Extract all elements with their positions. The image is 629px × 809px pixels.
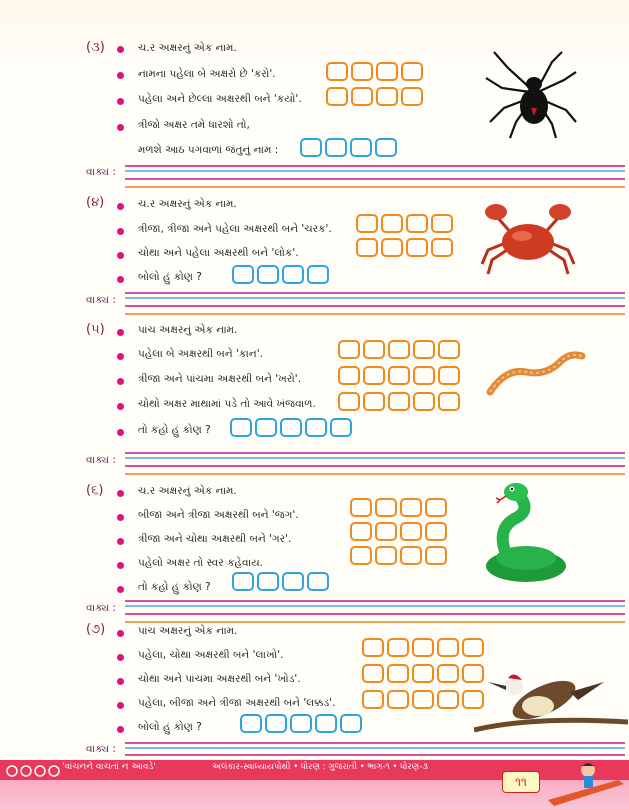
answer-line	[125, 600, 625, 602]
sentence-label: વાક્ય :	[86, 743, 116, 755]
bullet	[117, 329, 124, 336]
letter-box[interactable]	[425, 546, 447, 565]
bullet	[117, 228, 124, 235]
letter-box[interactable]	[375, 498, 397, 517]
bullet	[117, 353, 124, 360]
bullet	[117, 630, 124, 637]
letter-box[interactable]	[363, 366, 385, 385]
snake-icon	[476, 478, 572, 588]
bullet	[117, 702, 124, 709]
answer-boxes	[232, 572, 329, 591]
letter-box[interactable]	[290, 714, 312, 733]
letter-box[interactable]	[240, 714, 262, 733]
letter-box[interactable]	[300, 138, 322, 157]
letter-box[interactable]	[326, 62, 348, 81]
clue-line: તો કહો હું કોણ ?	[138, 581, 211, 593]
bullet	[117, 46, 124, 53]
answer-line	[125, 292, 625, 294]
section-number: (૫)	[86, 322, 105, 337]
answer-line	[125, 313, 625, 315]
letter-box[interactable]	[375, 546, 397, 565]
letter-box[interactable]	[401, 62, 423, 81]
letter-box[interactable]	[325, 138, 347, 157]
answer-line	[125, 178, 625, 180]
letter-box[interactable]	[351, 87, 373, 106]
letter-box[interactable]	[413, 366, 435, 385]
answer-line	[125, 747, 625, 749]
clue-line: પહેલા બે અક્ષરથી બને 'કાન'.	[138, 348, 263, 360]
letter-box[interactable]	[363, 340, 385, 359]
letter-box[interactable]	[437, 664, 459, 683]
bullet	[117, 276, 124, 283]
letter-box[interactable]	[362, 690, 384, 709]
letter-box[interactable]	[282, 265, 304, 284]
letter-box[interactable]	[406, 214, 428, 233]
letter-box[interactable]	[282, 572, 304, 591]
spider-icon	[480, 48, 580, 140]
clue-line: તો કહો હું કોણ ?	[138, 424, 211, 436]
letter-box[interactable]	[376, 87, 398, 106]
answer-boxes	[338, 392, 460, 411]
clue-line: પહેલા, ચોથા અક્ષરથી બને 'લાખો'.	[138, 649, 284, 661]
letter-box[interactable]	[230, 418, 252, 437]
clue-line: ચોથા અને પહેલા અક્ષરથી બને 'લોક'.	[138, 247, 299, 259]
letter-box[interactable]	[462, 638, 484, 657]
letter-box[interactable]	[326, 87, 348, 106]
answer-line	[125, 170, 625, 172]
clue-line: ચ.ર અક્ષરનું એક નામ.	[138, 42, 237, 54]
bullet	[117, 586, 124, 593]
letter-box[interactable]	[362, 638, 384, 657]
letter-box[interactable]	[413, 340, 435, 359]
letter-box[interactable]	[362, 664, 384, 683]
clue-line: ત્રીજા અને ચોથા અક્ષરથી બને 'ગર'.	[138, 533, 292, 545]
letter-box[interactable]	[425, 498, 447, 517]
bullet	[117, 72, 124, 79]
clue-line: બીજા અને ત્રીજા અક્ષરથી બને 'જગ'.	[138, 509, 299, 521]
sentence-label: વાક્ય :	[86, 602, 116, 614]
footer-book-info: અલંકાર-સ્વાધ્યાયપોથી • ધોરણ : ગુજરાતી • ભાગ-૧ • ધોરણ-૩	[212, 762, 428, 772]
answer-boxes	[362, 690, 484, 709]
answer-line	[125, 613, 625, 615]
letter-box[interactable]	[376, 62, 398, 81]
answer-boxes	[350, 522, 447, 541]
answer-line	[125, 165, 625, 167]
letter-box[interactable]	[400, 522, 422, 541]
clue-line: પહેલા, બીજા અને ત્રીજા અક્ષરથી બને 'લક્કડ'.	[138, 697, 336, 709]
sentence-label: વાક્ય :	[86, 166, 116, 178]
letter-box[interactable]	[400, 546, 422, 565]
sentence-label: વાક્ય :	[86, 294, 116, 306]
letter-box[interactable]	[412, 690, 434, 709]
bullet	[117, 203, 124, 210]
letter-box[interactable]	[265, 714, 287, 733]
bullet	[117, 726, 124, 733]
clue-line: ત્રીજો અક્ષર તમે ધારશો તો,	[138, 119, 250, 131]
letter-box[interactable]	[257, 572, 279, 591]
letter-box[interactable]	[413, 392, 435, 411]
letter-box[interactable]	[401, 87, 423, 106]
answer-line	[125, 465, 625, 467]
answer-line	[125, 621, 625, 623]
bullet	[117, 678, 124, 685]
bullet	[117, 654, 124, 661]
woodpecker-icon	[474, 660, 628, 744]
letter-box[interactable]	[338, 366, 360, 385]
decorative-circles-icon	[4, 764, 60, 778]
answer-boxes	[300, 138, 397, 157]
letter-box[interactable]	[315, 714, 337, 733]
section-number: (૭)	[86, 622, 106, 637]
bullet	[117, 124, 124, 131]
bullet	[117, 378, 124, 385]
letter-box[interactable]	[338, 340, 360, 359]
letter-box[interactable]	[431, 214, 453, 233]
bullet	[117, 252, 124, 259]
bullet	[117, 429, 124, 436]
letter-box[interactable]	[350, 546, 372, 565]
letter-box[interactable]	[307, 572, 329, 591]
answer-line	[125, 605, 625, 607]
answer-boxes	[356, 214, 453, 233]
letter-box[interactable]	[351, 62, 373, 81]
letter-box[interactable]	[400, 498, 422, 517]
clue-line: ચ.ર અક્ષરનું એક નામ.	[138, 198, 237, 210]
answer-boxes	[362, 664, 484, 683]
letter-box[interactable]	[375, 522, 397, 541]
clue-line: પાંચ અક્ષરનું એક નામ.	[138, 324, 238, 336]
answer-line	[125, 305, 625, 307]
letter-box[interactable]	[388, 366, 410, 385]
letter-box[interactable]	[330, 418, 352, 437]
letter-box[interactable]	[350, 522, 372, 541]
letter-box[interactable]	[338, 392, 360, 411]
letter-box[interactable]	[412, 664, 434, 683]
letter-box[interactable]	[381, 238, 403, 257]
letter-box[interactable]	[356, 214, 378, 233]
page-number: ૧૧	[502, 771, 540, 793]
answer-boxes	[230, 418, 352, 437]
answer-line	[125, 186, 625, 188]
answer-boxes	[338, 340, 460, 359]
letter-box[interactable]	[257, 265, 279, 284]
letter-box[interactable]	[375, 138, 397, 157]
letter-box[interactable]	[381, 214, 403, 233]
centipede-icon	[486, 348, 586, 398]
letter-box[interactable]	[431, 238, 453, 257]
answer-line	[125, 457, 625, 459]
answer-boxes	[326, 62, 423, 81]
bullet	[117, 490, 124, 497]
letter-box[interactable]	[388, 392, 410, 411]
answer-boxes	[240, 714, 362, 733]
letter-box[interactable]	[438, 392, 460, 411]
letter-box[interactable]	[438, 340, 460, 359]
letter-box[interactable]	[340, 714, 362, 733]
answer-boxes	[338, 366, 460, 385]
clue-line: ત્રીજા અને પાંચમા અક્ષરથી બને 'ખરો'.	[138, 373, 302, 385]
clue-line: નામના પહેલા બે અક્ષરો છે 'કરો'.	[138, 68, 276, 80]
letter-box[interactable]	[425, 522, 447, 541]
clue-line: બોલો હું કોણ ?	[138, 721, 202, 733]
letter-box[interactable]	[307, 265, 329, 284]
letter-box[interactable]	[232, 265, 254, 284]
clue-line: બોલો હું કોણ ?	[138, 271, 202, 283]
bullet	[117, 403, 124, 410]
letter-box[interactable]	[412, 638, 434, 657]
clue-line: મળશે આઠ પગવાળાં જંતુનું નામ :	[138, 144, 279, 156]
sentence-label: વાક્ય :	[86, 454, 116, 466]
section-number: (૩)	[86, 40, 105, 55]
clue-line: પાંચ અક્ષરનું એક નામ.	[138, 625, 238, 637]
answer-line	[125, 297, 625, 299]
answer-boxes	[326, 87, 423, 106]
answer-boxes	[350, 498, 447, 517]
letter-box[interactable]	[350, 138, 372, 157]
letter-box[interactable]	[232, 572, 254, 591]
section-number: (૬)	[86, 483, 104, 498]
clue-line: ચોથા અને પાંચમા અક્ષરથી બને 'ખોડ'.	[138, 673, 301, 685]
letter-box[interactable]	[387, 690, 409, 709]
letter-box[interactable]	[406, 238, 428, 257]
letter-box[interactable]	[437, 690, 459, 709]
bullet	[117, 514, 124, 521]
clue-line: પહેલો અક્ષર તો સ્વર કહેવાય.	[138, 557, 264, 569]
letter-box[interactable]	[387, 638, 409, 657]
clue-line: પહેલા અને છેલ્લા અક્ષરથી બને 'કયો'.	[138, 93, 302, 105]
footer-motto: 'વાંચનને વાચતાં ન આવડે'	[62, 762, 156, 772]
answer-line	[125, 452, 625, 454]
section-number: (૪)	[86, 195, 105, 210]
letter-box[interactable]	[388, 340, 410, 359]
bullet	[117, 562, 124, 569]
letter-box[interactable]	[305, 418, 327, 437]
clue-line: ચ.ર અક્ષરનું એક નામ.	[138, 485, 237, 497]
clue-line: ચોથો અક્ષર માથામાં પડે તો આવે ખંજવાળ.	[138, 398, 316, 410]
letter-box[interactable]	[356, 238, 378, 257]
letter-box[interactable]	[350, 498, 372, 517]
clue-line: ત્રીજા, ત્રીજા અને પહેલા અક્ષરથી બને 'ચરક'.	[138, 223, 332, 235]
bullet	[117, 538, 124, 545]
answer-boxes	[350, 546, 447, 565]
crab-icon	[478, 198, 578, 278]
answer-boxes	[232, 265, 329, 284]
letter-box[interactable]	[438, 366, 460, 385]
answer-line	[125, 473, 625, 475]
letter-box[interactable]	[363, 392, 385, 411]
letter-box[interactable]	[280, 418, 302, 437]
letter-box[interactable]	[255, 418, 277, 437]
child-on-pencil-icon	[548, 760, 624, 808]
letter-box[interactable]	[387, 664, 409, 683]
answer-line	[125, 742, 625, 744]
answer-line	[125, 754, 625, 756]
letter-box[interactable]	[437, 638, 459, 657]
bullet	[117, 98, 124, 105]
answer-boxes	[356, 238, 453, 257]
answer-boxes	[362, 638, 484, 657]
